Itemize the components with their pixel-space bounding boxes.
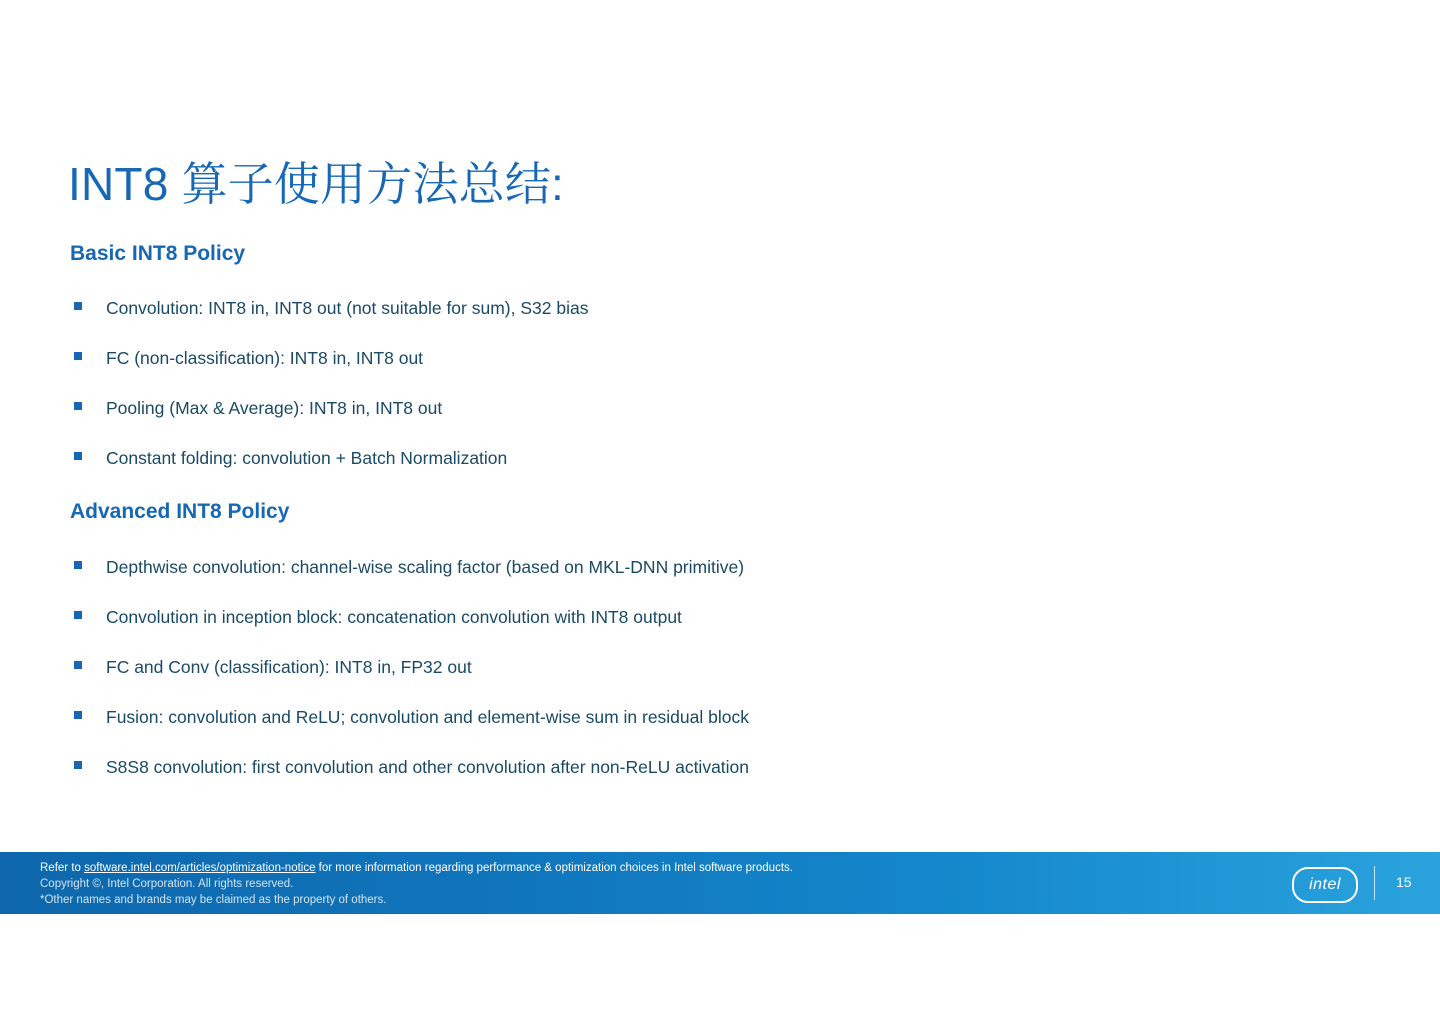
- square-bullet-icon: [74, 561, 82, 569]
- advanced-policy-list: [70, 554, 1370, 804]
- footer-suffix: for more information regarding performance & optimization choices in Intel software products.: [315, 862, 793, 874]
- list-item-label: FC (non-classification): INT8 in, INT8 out: [106, 348, 424, 368]
- list-item-label: Convolution in inception block: concatenation convolution with INT8 output: [106, 607, 682, 627]
- list-item: [70, 295, 1370, 345]
- square-bullet-icon: [74, 761, 82, 769]
- list-item: [70, 345, 1370, 395]
- list-item: [70, 554, 1370, 604]
- square-bullet-icon: [74, 711, 82, 719]
- section-heading-basic: Basic INT8 Policy: [70, 242, 246, 265]
- section-heading-advanced: Advanced INT8 Policy: [70, 500, 290, 523]
- footer-line-3: *Other names and brands may be claimed as the property of others.: [40, 894, 387, 906]
- list-item: [70, 445, 1370, 495]
- list-item-label: Pooling (Max & Average): INT8 in, INT8 out: [106, 398, 443, 418]
- list-item-label: S8S8 convolution: first convolution and other convolution after non-ReLU activation: [106, 757, 750, 777]
- footer-divider: [1374, 866, 1375, 900]
- basic-policy-list: [70, 295, 1370, 495]
- footer-line-1: [40, 860, 1090, 876]
- square-bullet-icon: [74, 302, 82, 310]
- page-title: INT8 算子使用方法总结:: [68, 158, 565, 210]
- square-bullet-icon: [74, 352, 82, 360]
- footer-line-2: Copyright ©, Intel Corporation. All rights reserved.: [40, 878, 294, 890]
- footer-prefix: Refer to: [40, 862, 85, 874]
- list-item: [70, 704, 1370, 754]
- square-bullet-icon: [74, 661, 82, 669]
- list-item-label: Constant folding: convolution + Batch Normalization: [106, 448, 508, 468]
- list-item-label: Depthwise convolution: channel-wise scaling factor (based on MKL-DNN primitive): [106, 557, 745, 577]
- list-item: [70, 654, 1370, 704]
- list-item: [70, 754, 1370, 804]
- square-bullet-icon: [74, 452, 82, 460]
- slide-footer: [0, 852, 1440, 914]
- optimization-notice-link[interactable]: software.intel.com/articles/optimization-notice: [84, 862, 316, 874]
- list-item-label: FC and Conv (classification): INT8 in, FP32 out: [106, 657, 472, 677]
- list-item: [70, 395, 1370, 445]
- intel-logo-icon: intel: [1292, 867, 1358, 903]
- list-item: [70, 604, 1370, 654]
- list-item-label: Fusion: convolution and ReLU; convolution and element-wise sum in residual block: [106, 707, 749, 727]
- page-number: 15: [1396, 874, 1412, 890]
- square-bullet-icon: [74, 402, 82, 410]
- list-item-label: Convolution: INT8 in, INT8 out (not suitable for sum), S32 bias: [106, 298, 589, 318]
- square-bullet-icon: [74, 611, 82, 619]
- footer-notice: [40, 860, 1090, 908]
